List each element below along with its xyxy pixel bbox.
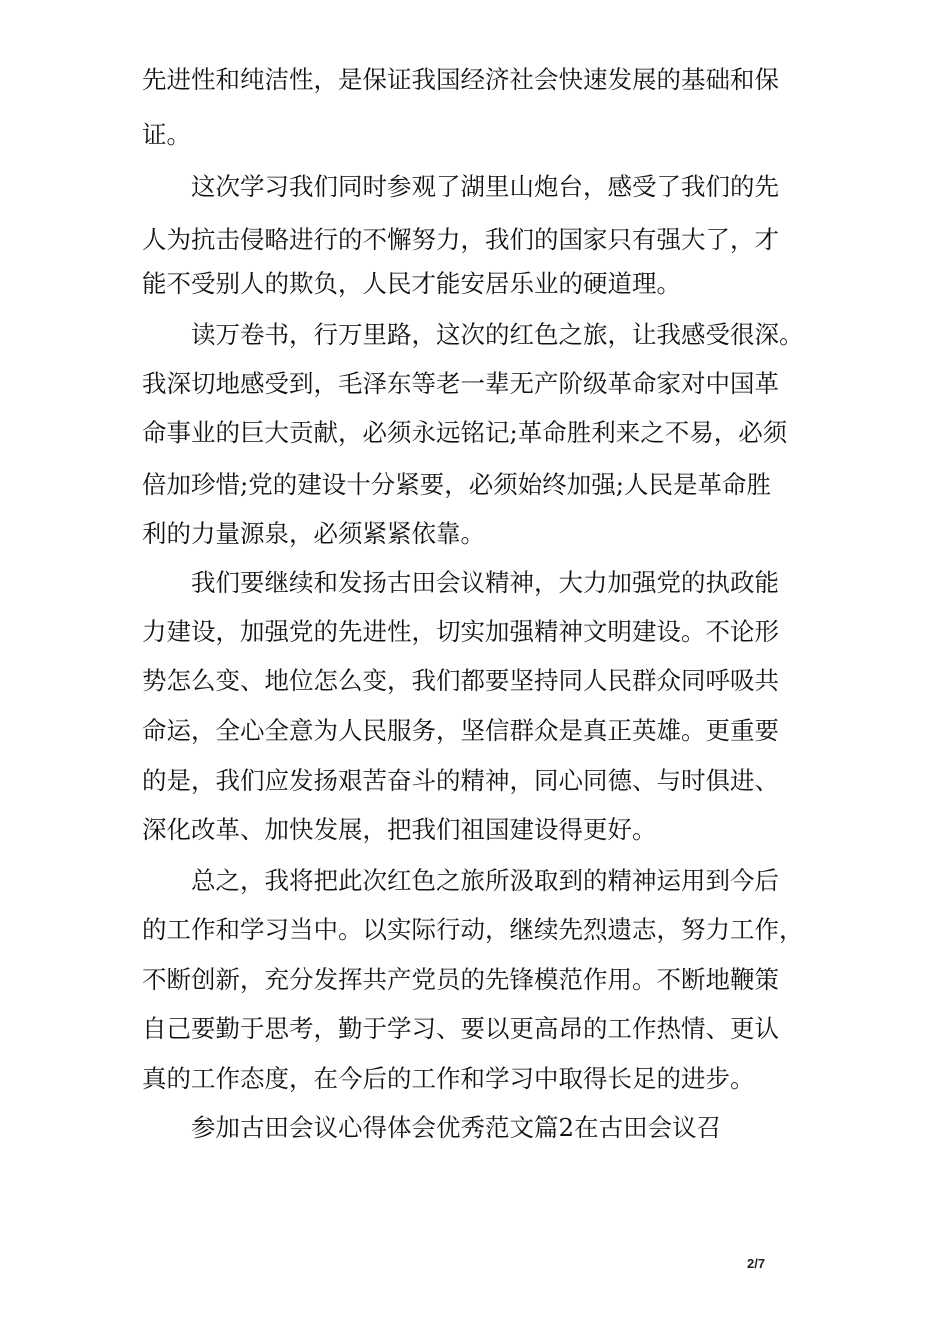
text-line-13: 势怎么变、地位怎么变，我们都要坚持同人民群众同呼吸共 <box>142 666 779 695</box>
text-line-21: 真的工作态度，在今后的工作和学习中取得长足的进步。 <box>142 1064 755 1093</box>
text-line-17: 总之，我将把此次红色之旅所汲取到的精神运用到今后 <box>191 866 779 895</box>
text-line-3: 这次学习我们同时参观了湖里山炮台，感受了我们的先 <box>191 172 779 201</box>
text-line-7: 我深切地感受到，毛泽东等老一辈无产阶级革命家对中国革 <box>142 369 779 398</box>
text-line-6: 读万卷书，行万里路，这次的红色之旅，让我感受很深。 <box>191 320 804 349</box>
text-line-14: 命运，全心全意为人民服务，坚信群众是真正英雄。更重要 <box>142 716 779 745</box>
text-line-18: 的工作和学习当中。以实际行动，继续先烈遗志，努力工作， <box>142 915 804 944</box>
text-line-1: 先进性和纯洁性，是保证我国经济社会快速发展的基础和保 <box>142 65 779 94</box>
page-number: 2/7 <box>747 1256 766 1271</box>
text-line-12: 力建设，加强党的先进性，切实加强精神文明建设。不论形 <box>142 617 779 646</box>
text-line-11: 我们要继续和发扬古田会议精神，大力加强党的执政能 <box>191 568 779 597</box>
text-line-22: 参加古田会议心得体会优秀范文篇2在古田会议召 <box>191 1113 722 1142</box>
text-line-16: 深化改革、加快发展，把我们祖国建设得更好。 <box>142 815 657 844</box>
text-line-10: 利的力量源泉，必须紧紧依靠。 <box>142 519 485 548</box>
text-line-5: 能不受别人的欺负，人民才能安居乐业的硬道理。 <box>142 269 681 298</box>
text-line-15: 的是，我们应发扬艰苦奋斗的精神，同心同德、与时俱进、 <box>142 766 779 795</box>
text-line-2: 证。 <box>142 120 191 149</box>
text-line-9: 倍加珍惜;党的建设十分紧要，必须始终加强;人民是革命胜 <box>142 470 772 499</box>
text-line-20: 自己要勤于思考，勤于学习、要以更高昂的工作热情、更认 <box>142 1014 779 1043</box>
text-line-4: 人为抗击侵略进行的不懈努力，我们的国家只有强大了，才 <box>142 225 779 254</box>
text-line-8: 命事业的巨大贡献，必须永远铭记;革命胜利来之不易，必须 <box>142 418 788 447</box>
text-line-19: 不断创新，充分发挥共产党员的先锋模范作用。不断地鞭策 <box>142 965 779 994</box>
